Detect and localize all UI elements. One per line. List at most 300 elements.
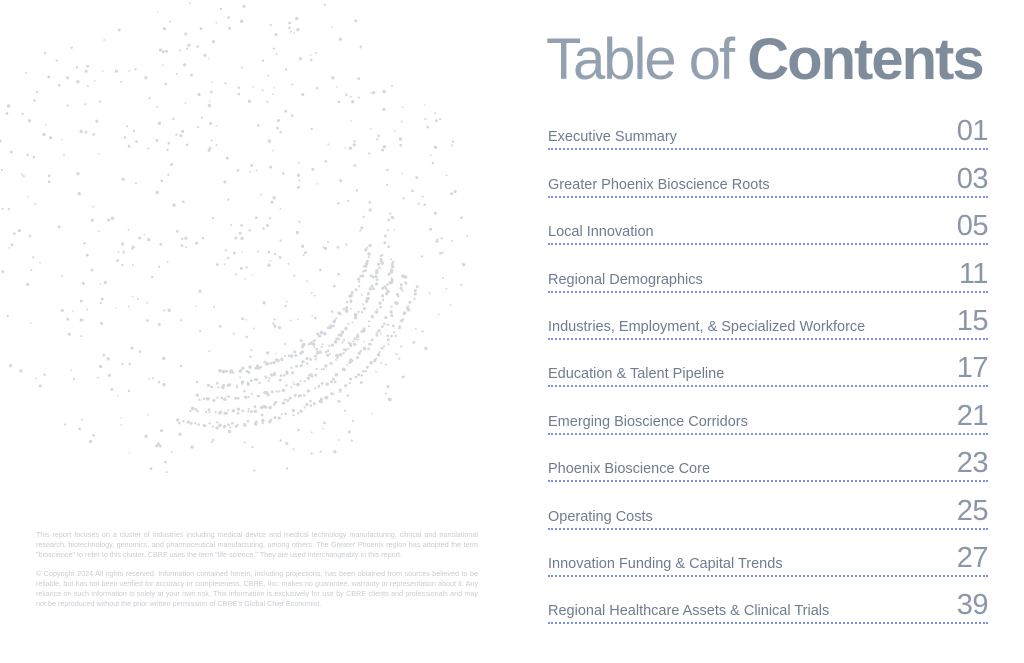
decorative-dot bbox=[336, 86, 338, 88]
decorative-dot bbox=[152, 377, 154, 379]
decorative-dot bbox=[391, 216, 394, 219]
decorative-dot bbox=[395, 335, 397, 337]
decorative-dot bbox=[58, 84, 61, 87]
page-title-light: Table of bbox=[546, 27, 748, 92]
decorative-dot bbox=[307, 377, 310, 380]
decorative-dot bbox=[361, 294, 363, 296]
decorative-dot bbox=[324, 396, 327, 399]
decorative-dot bbox=[380, 362, 382, 364]
decorative-dot bbox=[89, 440, 92, 443]
decorative-dot bbox=[210, 91, 213, 94]
decorative-dot bbox=[101, 297, 104, 300]
decorative-dot bbox=[163, 27, 166, 30]
decorative-dot bbox=[278, 391, 280, 393]
decorative-dot bbox=[315, 348, 318, 351]
decorative-dot bbox=[236, 385, 238, 387]
decorative-dot bbox=[292, 381, 294, 383]
decorative-dot bbox=[388, 281, 391, 284]
decorative-dot bbox=[292, 414, 294, 416]
decorative-dot bbox=[387, 338, 390, 341]
decorative-dot bbox=[279, 439, 282, 442]
decorative-dot bbox=[402, 318, 404, 320]
decorative-dot bbox=[169, 21, 171, 23]
toc-item-education-talent[interactable] bbox=[548, 344, 988, 391]
toc-item-executive-summary[interactable] bbox=[548, 107, 988, 154]
decorative-dot bbox=[146, 302, 148, 304]
decorative-dot bbox=[184, 237, 187, 240]
decorative-dot bbox=[424, 104, 426, 106]
toc-item-label: Phoenix Bioscience Core bbox=[548, 461, 711, 478]
decorative-dot bbox=[268, 75, 270, 77]
decorative-dot bbox=[21, 113, 23, 115]
decorative-dot bbox=[387, 385, 390, 388]
decorative-dot bbox=[371, 338, 374, 341]
decorative-dot bbox=[158, 266, 160, 268]
decorative-dot bbox=[399, 137, 402, 140]
decorative-dot bbox=[346, 301, 348, 303]
decorative-dot bbox=[186, 47, 188, 49]
decorative-dot bbox=[249, 356, 251, 358]
decorative-dot bbox=[129, 452, 131, 454]
decorative-dot bbox=[166, 51, 168, 53]
decorative-dot bbox=[359, 275, 361, 277]
decorative-dot bbox=[76, 172, 79, 175]
decorative-dot bbox=[383, 242, 386, 245]
decorative-dot bbox=[251, 393, 253, 395]
decorative-dot bbox=[407, 308, 411, 312]
toc-item-local-innovation[interactable] bbox=[548, 202, 988, 249]
decorative-dot bbox=[339, 179, 342, 182]
decorative-dot bbox=[198, 290, 201, 293]
decorative-dot bbox=[338, 334, 340, 336]
decorative-dot bbox=[209, 122, 212, 125]
decorative-dot bbox=[180, 365, 183, 368]
decorative-dot bbox=[123, 250, 125, 252]
decorative-dot bbox=[311, 168, 314, 171]
decorative-dot bbox=[135, 182, 137, 184]
decorative-dot bbox=[262, 59, 264, 61]
decorative-dot bbox=[216, 396, 218, 398]
decorative-dot bbox=[285, 370, 288, 373]
decorative-dot bbox=[239, 376, 241, 378]
decorative-dot bbox=[390, 306, 392, 308]
decorative-dot bbox=[300, 410, 303, 413]
decorative-dot bbox=[181, 130, 184, 133]
decorative-dot bbox=[284, 413, 287, 416]
decorative-dot bbox=[232, 409, 235, 412]
decorative-dot bbox=[335, 354, 339, 358]
decorative-dot bbox=[227, 409, 229, 411]
decorative-dot bbox=[339, 391, 341, 393]
decorative-dot bbox=[399, 287, 402, 290]
decorative-dot bbox=[223, 425, 227, 429]
decorative-dot bbox=[138, 236, 141, 239]
decorative-dot bbox=[298, 179, 300, 181]
decorative-dot bbox=[163, 309, 165, 311]
decorative-dot bbox=[343, 348, 345, 350]
decorative-dot bbox=[110, 388, 113, 391]
decorative-dot bbox=[167, 309, 170, 312]
decorative-dot bbox=[184, 32, 187, 35]
decorative-dot bbox=[368, 325, 370, 327]
decorative-dot bbox=[196, 381, 199, 384]
decorative-dot bbox=[132, 296, 134, 298]
toc-item-page-number: 11 bbox=[958, 257, 988, 290]
decorative-dot bbox=[299, 365, 302, 368]
decorative-dot bbox=[131, 248, 133, 250]
toc-item-bioscience-roots[interactable] bbox=[548, 154, 988, 201]
decorative-dot bbox=[331, 310, 334, 313]
decorative-dot bbox=[157, 11, 159, 13]
decorative-dot bbox=[394, 130, 396, 132]
decorative-dot bbox=[280, 357, 283, 360]
decorative-dot bbox=[380, 333, 382, 335]
decorative-dot bbox=[347, 200, 349, 202]
decorative-dot bbox=[227, 423, 230, 426]
decorative-dot bbox=[212, 399, 215, 402]
decorative-dot bbox=[108, 374, 111, 377]
decorative-dot bbox=[357, 339, 359, 341]
decorative-dot bbox=[241, 67, 243, 69]
decorative-dot bbox=[223, 181, 226, 184]
decorative-dot bbox=[445, 174, 447, 176]
decorative-dot bbox=[441, 237, 443, 239]
decorative-dot bbox=[218, 369, 222, 373]
decorative-dot bbox=[297, 173, 300, 176]
decorative-dot bbox=[92, 133, 95, 136]
decorative-dot bbox=[159, 445, 162, 448]
decorative-dot bbox=[237, 169, 240, 172]
decorative-dot bbox=[387, 229, 389, 231]
decorative-dot bbox=[132, 264, 134, 266]
toc-item-innovation-funding[interactable] bbox=[548, 534, 988, 581]
decorative-dot bbox=[290, 354, 294, 358]
decorative-dot bbox=[260, 406, 263, 409]
decorative-dot bbox=[266, 101, 268, 103]
decorative-dot bbox=[68, 333, 71, 336]
decorative-dot bbox=[349, 147, 352, 150]
decorative-dot bbox=[9, 364, 12, 367]
decorative-dot bbox=[400, 346, 402, 348]
decorative-dot bbox=[253, 327, 255, 329]
decorative-dot bbox=[29, 235, 32, 238]
decorative-dot bbox=[334, 340, 338, 344]
decorative-dot bbox=[48, 174, 51, 177]
decorative-dot bbox=[128, 390, 131, 393]
decorative-dot bbox=[293, 275, 295, 277]
decorative-dot bbox=[252, 86, 254, 88]
decorative-dot bbox=[408, 301, 411, 304]
decorative-dot bbox=[390, 310, 393, 313]
decorative-dot bbox=[227, 16, 230, 19]
decorative-dot bbox=[199, 330, 201, 332]
toc-item-page-number: 21 bbox=[956, 399, 988, 432]
decorative-dot bbox=[197, 93, 200, 96]
decorative-dot bbox=[385, 292, 388, 295]
decorative-dot bbox=[27, 196, 29, 198]
decorative-dot bbox=[369, 361, 372, 364]
toc-item-page-number: 39 bbox=[956, 589, 988, 622]
decorative-dot bbox=[436, 238, 438, 240]
decorative-dot bbox=[216, 382, 219, 385]
decorative-dot bbox=[158, 122, 161, 125]
decorative-dot bbox=[224, 82, 226, 84]
decorative-dot bbox=[220, 397, 223, 400]
decorative-dot bbox=[212, 439, 214, 441]
decorative-dot bbox=[385, 364, 387, 366]
toc-list bbox=[548, 107, 988, 628]
decorative-dot bbox=[293, 383, 295, 385]
decorative-dot bbox=[351, 100, 354, 103]
decorative-dot bbox=[381, 294, 384, 297]
decorative-dot bbox=[182, 200, 185, 203]
decorative-dot bbox=[335, 359, 337, 361]
decorative-dot bbox=[293, 32, 295, 34]
decorative-dot bbox=[291, 371, 294, 374]
decorative-dot bbox=[240, 20, 243, 23]
decorative-dot bbox=[424, 347, 427, 350]
decorative-dot bbox=[267, 264, 270, 267]
decorative-dot bbox=[231, 422, 234, 425]
decorative-dot bbox=[194, 408, 197, 411]
decorative-dot bbox=[362, 216, 364, 218]
decorative-dot bbox=[377, 329, 380, 332]
decorative-dot bbox=[402, 197, 404, 199]
decorative-dot bbox=[128, 145, 131, 148]
decorative-dot bbox=[284, 343, 286, 345]
decorative-dot bbox=[314, 374, 317, 377]
decorative-dot bbox=[145, 435, 148, 438]
decorative-dot bbox=[209, 411, 211, 413]
decorative-dot bbox=[126, 125, 128, 127]
decorative-dot bbox=[221, 385, 225, 389]
decorative-dot bbox=[381, 254, 383, 256]
toc-item-label: Education & Talent Pipeline bbox=[548, 366, 725, 383]
decorative-dot bbox=[328, 345, 330, 347]
decorative-dot bbox=[452, 140, 454, 142]
decorative-dot bbox=[321, 368, 323, 370]
decorative-dot bbox=[243, 390, 246, 393]
decorative-dot bbox=[324, 4, 326, 6]
decorative-dot bbox=[381, 262, 384, 265]
decorative-dot bbox=[87, 85, 89, 87]
decorative-dot bbox=[285, 442, 288, 445]
decorative-dot bbox=[415, 176, 418, 179]
decorative-dot bbox=[282, 389, 285, 392]
decorative-dot bbox=[200, 27, 203, 30]
decorative-dot bbox=[179, 134, 182, 137]
decorative-dot bbox=[208, 422, 210, 424]
decorative-dot bbox=[64, 423, 66, 425]
decorative-dot bbox=[238, 93, 241, 96]
decorative-dot bbox=[337, 202, 340, 205]
decorative-dot bbox=[316, 368, 318, 370]
decorative-dot bbox=[202, 237, 205, 240]
decorative-dot bbox=[290, 367, 292, 369]
decorative-dot bbox=[395, 353, 397, 355]
decorative-dot bbox=[309, 358, 312, 361]
decorative-dot bbox=[272, 196, 275, 199]
toc-item-healthcare-assets[interactable] bbox=[548, 581, 988, 628]
decorative-dot bbox=[382, 108, 385, 111]
toc-item-industries-employment[interactable] bbox=[548, 297, 988, 344]
decorative-dot bbox=[269, 377, 271, 379]
decorative-dot bbox=[227, 199, 229, 201]
toc-item-page-number: 15 bbox=[956, 304, 988, 337]
decorative-dot bbox=[305, 357, 308, 360]
decorative-dot bbox=[257, 251, 259, 253]
decorative-dot bbox=[272, 93, 274, 95]
decorative-dot bbox=[357, 77, 360, 80]
decorative-dot bbox=[56, 59, 58, 61]
decorative-dot bbox=[357, 333, 359, 335]
decorative-dot bbox=[368, 152, 370, 154]
decorative-dot bbox=[104, 281, 107, 284]
decorative-dot bbox=[371, 285, 374, 288]
toc-item-phoenix-bioscience-core[interactable] bbox=[548, 439, 988, 486]
decorative-dot bbox=[369, 244, 372, 247]
decorative-dot bbox=[320, 331, 324, 335]
decorative-dot bbox=[294, 354, 297, 357]
decorative-dot bbox=[403, 311, 407, 315]
decorative-dot bbox=[270, 362, 273, 365]
decorative-dot bbox=[384, 316, 387, 319]
decorative-dot bbox=[390, 271, 393, 274]
decorative-dot bbox=[451, 144, 453, 146]
decorative-dot bbox=[279, 239, 281, 241]
decorative-dot bbox=[214, 411, 216, 413]
decorative-dot bbox=[137, 298, 139, 300]
decorative-dot bbox=[269, 166, 272, 169]
decorative-dot bbox=[99, 365, 102, 368]
toc-item-regional-demographics[interactable] bbox=[548, 249, 988, 296]
decorative-dot bbox=[261, 89, 263, 91]
decorative-dot bbox=[1, 169, 3, 171]
decorative-dot bbox=[266, 351, 269, 354]
decorative-dot bbox=[349, 382, 351, 384]
decorative-dot bbox=[120, 424, 122, 426]
decorative-dot bbox=[208, 58, 210, 60]
decorative-dot bbox=[354, 317, 357, 320]
decorative-dot bbox=[181, 238, 183, 240]
decorative-dot bbox=[354, 376, 357, 379]
decorative-dot bbox=[412, 341, 415, 344]
decorative-dot bbox=[322, 246, 324, 248]
decorative-dot bbox=[288, 354, 291, 357]
decorative-dot bbox=[421, 255, 423, 257]
decorative-dot bbox=[401, 120, 403, 122]
decorative-dot bbox=[228, 395, 231, 398]
toc-item-emerging-corridors[interactable] bbox=[548, 391, 988, 438]
decorative-dot bbox=[337, 311, 340, 314]
toc-item-page-number: 03 bbox=[956, 162, 988, 195]
decorative-dot bbox=[18, 229, 21, 232]
decorative-dot bbox=[301, 245, 304, 248]
decorative-dot bbox=[230, 224, 232, 226]
decorative-dot bbox=[454, 190, 457, 193]
decorative-dot bbox=[100, 302, 102, 304]
decorative-dot bbox=[215, 426, 218, 429]
decorative-dot bbox=[241, 317, 244, 320]
decorative-dot bbox=[241, 251, 243, 253]
decorative-dot bbox=[301, 345, 304, 348]
decorative-dot bbox=[366, 247, 368, 249]
decorative-dot bbox=[350, 301, 352, 303]
decorative-dot bbox=[243, 441, 245, 443]
decorative-dot bbox=[361, 374, 364, 377]
decorative-dot bbox=[233, 333, 235, 335]
decorative-dot bbox=[211, 81, 213, 83]
decorative-dot bbox=[311, 431, 313, 433]
decorative-dot bbox=[172, 118, 175, 121]
decorative-dot bbox=[225, 395, 227, 397]
dot-pattern-decoration bbox=[0, 0, 520, 520]
decorative-dot bbox=[387, 219, 390, 222]
decorative-dot bbox=[216, 421, 218, 423]
decorative-dot bbox=[422, 330, 424, 332]
decorative-dot bbox=[210, 386, 213, 389]
decorative-dot bbox=[358, 285, 360, 287]
decorative-dot bbox=[322, 343, 324, 345]
decorative-dot bbox=[180, 319, 182, 321]
decorative-dot bbox=[121, 264, 123, 266]
decorative-dot bbox=[297, 383, 300, 386]
decorative-dot bbox=[275, 353, 277, 355]
decorative-dot bbox=[35, 377, 37, 379]
decorative-dot bbox=[345, 243, 347, 245]
decorative-dot bbox=[270, 201, 273, 204]
decorative-dot bbox=[281, 413, 283, 415]
decorative-dot bbox=[76, 80, 79, 83]
decorative-dot bbox=[178, 432, 181, 435]
decorative-dot bbox=[216, 144, 218, 146]
decorative-dot bbox=[208, 408, 211, 411]
decorative-dot bbox=[339, 38, 342, 41]
decorative-dot bbox=[263, 361, 266, 364]
decorative-dot bbox=[273, 318, 275, 320]
decorative-dot bbox=[295, 365, 298, 368]
decorative-dot bbox=[245, 336, 248, 339]
decorative-dot bbox=[292, 448, 294, 450]
decorative-dot bbox=[288, 26, 291, 29]
decorative-dot bbox=[128, 229, 130, 231]
decorative-dot bbox=[297, 429, 299, 431]
decorative-dot bbox=[415, 328, 417, 330]
decorative-dot bbox=[168, 142, 171, 145]
decorative-dot bbox=[28, 119, 31, 122]
decorative-dot bbox=[276, 127, 279, 130]
decorative-dot bbox=[7, 104, 10, 107]
decorative-dot bbox=[211, 441, 213, 443]
decorative-dot bbox=[274, 401, 277, 404]
toc-item-operating-costs[interactable] bbox=[548, 486, 988, 533]
decorative-dot bbox=[271, 390, 274, 393]
decorative-dot bbox=[185, 246, 187, 248]
decorative-dot bbox=[39, 384, 42, 387]
decorative-dot bbox=[341, 341, 343, 343]
decorative-dot bbox=[280, 208, 282, 210]
decorative-dot bbox=[357, 373, 360, 376]
decorative-dot bbox=[224, 263, 226, 265]
decorative-dot bbox=[327, 241, 329, 243]
decorative-dot bbox=[386, 284, 388, 286]
decorative-dot bbox=[34, 203, 36, 205]
decorative-dot bbox=[380, 258, 382, 260]
decorative-dot bbox=[398, 358, 400, 360]
decorative-dot bbox=[422, 196, 424, 198]
decorative-dot bbox=[316, 87, 319, 90]
decorative-dot bbox=[108, 219, 110, 221]
